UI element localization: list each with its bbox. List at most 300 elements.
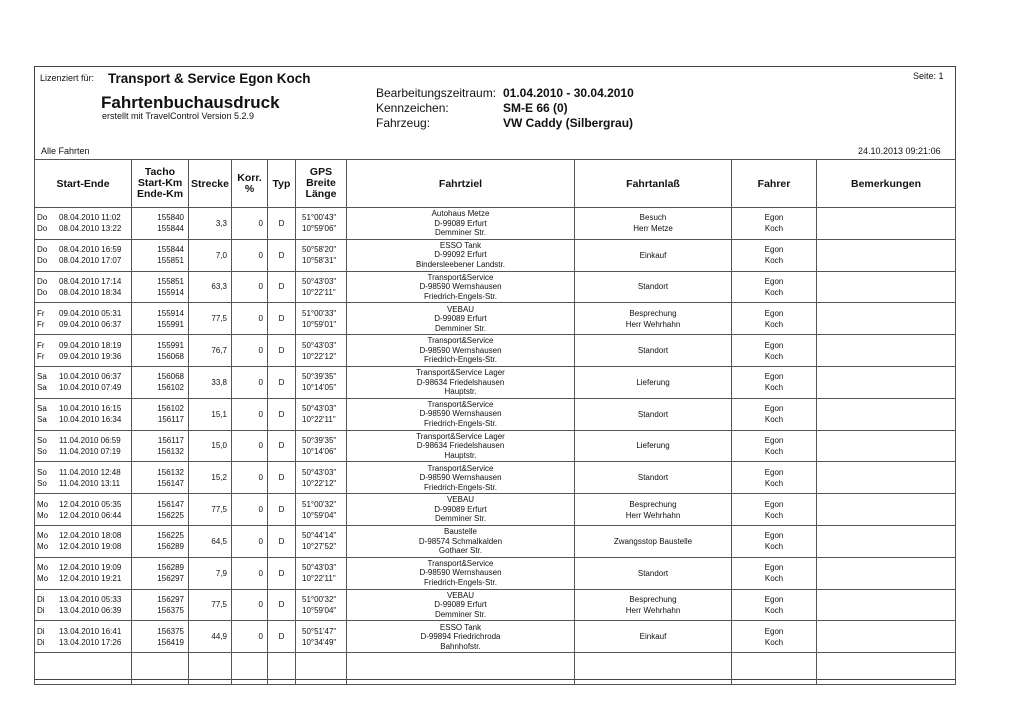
cell-typ: D (268, 239, 296, 271)
cell-fahrtanlass (575, 462, 732, 494)
empty-cell (268, 653, 296, 685)
gps-longitude: 10°27'52" (302, 542, 337, 552)
cell-fahrer (732, 462, 817, 494)
end-datetime: 13.04.2010 17:26 (59, 637, 122, 647)
cell-start-ende (35, 271, 132, 303)
destination-street: Friedrich-Engels-Str. (424, 577, 497, 587)
cell-fahrtanlass (575, 303, 732, 335)
period-value: 01.04.2010 - 30.04.2010 (503, 86, 634, 100)
start-km: 155840 (157, 213, 184, 223)
empty-cell (575, 653, 732, 685)
destination-name: ESSO Tank (439, 240, 482, 250)
driver-first-name: Egon (764, 245, 784, 255)
cell-gps (296, 462, 347, 494)
gps-longitude: 10°59'04" (302, 605, 337, 615)
cell-gps (296, 589, 347, 621)
gps-latitude: 50°43'03" (302, 467, 337, 477)
cell-strecke: 7,9 (189, 557, 232, 589)
cell-fahrtanlass (575, 621, 732, 653)
cell-typ: D (268, 335, 296, 367)
start-weekday: Di (37, 626, 45, 636)
cell-korr: 0 (232, 430, 268, 462)
start-km: 156147 (157, 499, 184, 509)
cell-strecke: 3,3 (189, 208, 232, 240)
end-km: 156225 (157, 510, 184, 520)
report-subtitle: erstellt mit TravelControl Version 5.2.9 (102, 111, 255, 121)
table-row (35, 494, 956, 526)
cell-fahrer (732, 430, 817, 462)
gps-longitude: 10°14'05" (302, 383, 337, 393)
cell-tacho (132, 557, 189, 589)
cell-korr: 0 (232, 335, 268, 367)
cell-start-ende (35, 303, 132, 335)
destination-street: Gothaer Str. (438, 546, 483, 556)
cell-strecke: 7,0 (189, 239, 232, 271)
cell-fahrtziel (347, 239, 575, 271)
cell-fahrer (732, 208, 817, 240)
cell-fahrer (732, 303, 817, 335)
destination-name: Transport&Service Lager (416, 368, 505, 378)
gps-longitude: 10°34'49" (302, 637, 337, 647)
cell-bemerkungen (817, 303, 956, 335)
end-weekday: Do (37, 256, 48, 266)
destination-city: D-98634 Friedelshausen (416, 441, 505, 451)
cell-gps (296, 430, 347, 462)
start-datetime: 11.04.2010 06:59 (59, 435, 121, 445)
destination-name: Transport&Service (427, 558, 494, 568)
start-datetime: 12.04.2010 05:35 (59, 499, 122, 509)
start-weekday: So (37, 435, 47, 445)
cell-start-ende (35, 398, 132, 430)
start-km: 156289 (157, 563, 184, 573)
start-km: 156117 (157, 435, 184, 445)
col-bemerkungen: Bemerkungen (817, 160, 956, 208)
table-row (35, 271, 956, 303)
cell-fahrer (732, 366, 817, 398)
driver-last-name: Koch (764, 319, 784, 329)
cell-strecke: 64,5 (189, 525, 232, 557)
start-datetime: 09.04.2010 18:19 (59, 340, 122, 350)
trip-purpose: Besuch (639, 213, 667, 223)
start-datetime: 13.04.2010 05:33 (59, 594, 122, 604)
destination-street: Friedrich-Engels-Str. (424, 355, 497, 365)
cell-fahrtanlass (575, 366, 732, 398)
destination-city: D-99092 Erfurt (434, 250, 487, 260)
cell-fahrtziel (347, 271, 575, 303)
cell-fahrtziel (347, 366, 575, 398)
cell-korr: 0 (232, 303, 268, 335)
start-weekday: Do (37, 276, 48, 286)
driver-first-name: Egon (764, 435, 784, 445)
cell-start-ende (35, 430, 132, 462)
cell-bemerkungen (817, 494, 956, 526)
start-weekday: Do (37, 213, 48, 223)
end-km: 155991 (157, 319, 184, 329)
start-km: 155851 (157, 276, 184, 286)
cell-strecke: 44,9 (189, 621, 232, 653)
gps-longitude: 10°59'04" (302, 510, 337, 520)
cell-fahrtziel (347, 462, 575, 494)
gps-latitude: 50°44'14" (302, 531, 337, 541)
destination-street: Demminer Str. (434, 228, 487, 238)
cell-fahrtziel (347, 494, 575, 526)
table-row (35, 430, 956, 462)
cell-fahrtanlass (575, 430, 732, 462)
start-km: 155914 (157, 308, 184, 318)
trip-purpose: Standort (637, 409, 669, 419)
cell-korr: 0 (232, 589, 268, 621)
driver-last-name: Koch (764, 605, 784, 615)
table-row (35, 303, 956, 335)
cell-korr: 0 (232, 462, 268, 494)
driver-last-name: Koch (764, 256, 784, 266)
cell-fahrtziel (347, 525, 575, 557)
gps-longitude: 10°59'06" (302, 224, 337, 234)
table-row (35, 208, 956, 240)
trip-purpose: Besprechung (629, 308, 677, 318)
cell-fahrer (732, 621, 817, 653)
cell-korr: 0 (232, 621, 268, 653)
cell-bemerkungen (817, 462, 956, 494)
driver-first-name: Egon (764, 499, 784, 509)
destination-name: VEBAU (446, 304, 475, 314)
destination-name: VEBAU (446, 495, 475, 505)
cell-strecke: 15,0 (189, 430, 232, 462)
driver-last-name: Koch (764, 287, 784, 297)
destination-name: Transport&Service Lager (416, 431, 505, 441)
col-gps: GPS Breite Länge (296, 160, 347, 208)
cell-fahrtziel (347, 621, 575, 653)
cell-fahrtanlass (575, 208, 732, 240)
end-datetime: 08.04.2010 13:22 (59, 224, 122, 234)
col-strecke: Strecke (189, 160, 232, 208)
cell-tacho (132, 589, 189, 621)
cell-bemerkungen (817, 557, 956, 589)
cell-korr: 0 (232, 239, 268, 271)
destination-name: Baustelle (444, 527, 477, 537)
end-weekday: Di (37, 637, 45, 647)
cell-typ: D (268, 589, 296, 621)
cell-fahrtanlass (575, 557, 732, 589)
licensed-label: Lizenziert für: (40, 73, 95, 83)
cell-start-ende (35, 335, 132, 367)
driver-last-name: Koch (764, 446, 784, 456)
end-weekday: Fr (37, 351, 45, 361)
cell-korr: 0 (232, 525, 268, 557)
cell-tacho (132, 462, 189, 494)
destination-city: D-98590 Wernshausen (419, 345, 502, 355)
cell-fahrtziel (347, 430, 575, 462)
cell-fahrtanlass (575, 589, 732, 621)
destination-name: ESSO Tank (439, 622, 482, 632)
gps-longitude: 10°22'11" (302, 574, 336, 584)
end-km: 156068 (157, 351, 184, 361)
destination-street: Hauptstr. (444, 450, 477, 460)
end-weekday: Sa (37, 383, 47, 393)
plate-label: Kennzeichen: (376, 101, 449, 115)
col-start-ende: Start-Ende (35, 160, 132, 208)
start-km: 156225 (157, 531, 184, 541)
end-km: 155844 (157, 224, 184, 234)
driver-first-name: Egon (764, 308, 784, 318)
col-typ: Typ (268, 160, 296, 208)
destination-city: D-99089 Erfurt (434, 600, 487, 610)
cell-strecke: 76,7 (189, 335, 232, 367)
plate-value: SM-E 66 (0) (503, 101, 568, 115)
cell-gps (296, 398, 347, 430)
end-weekday: Mo (37, 542, 49, 552)
end-km: 155914 (157, 287, 184, 297)
cell-fahrtziel (347, 335, 575, 367)
cell-typ: D (268, 462, 296, 494)
gps-longitude: 10°14'06" (302, 446, 337, 456)
trip-purpose: Besprechung (629, 594, 677, 604)
start-weekday: Di (37, 594, 45, 604)
start-datetime: 11.04.2010 12:48 (59, 467, 121, 477)
start-weekday: Mo (37, 499, 49, 509)
cell-fahrtanlass (575, 239, 732, 271)
cell-bemerkungen (817, 208, 956, 240)
cell-tacho (132, 525, 189, 557)
cell-gps (296, 557, 347, 589)
table-row (35, 621, 956, 653)
cell-start-ende (35, 462, 132, 494)
empty-cell (35, 653, 132, 685)
gps-longitude: 10°58'31" (302, 256, 337, 266)
cell-bemerkungen (817, 366, 956, 398)
start-weekday: Sa (37, 372, 47, 382)
trip-purpose: Zwangsstop Baustelle (613, 536, 693, 546)
end-km: 156375 (157, 605, 184, 615)
end-datetime: 08.04.2010 17:07 (59, 256, 122, 266)
empty-cell (347, 653, 575, 685)
cell-start-ende (35, 239, 132, 271)
end-datetime: 12.04.2010 19:08 (59, 542, 122, 552)
trip-contact: Herr Wehrhahn (625, 605, 681, 615)
cell-start-ende (35, 208, 132, 240)
start-km: 156068 (157, 372, 184, 382)
vehicle-label: Fahrzeug: (376, 116, 431, 130)
gps-latitude: 51°00'32" (302, 499, 337, 509)
gps-latitude: 50°39'35" (302, 435, 337, 445)
cell-strecke: 77,5 (189, 303, 232, 335)
end-datetime: 08.04.2010 18:34 (59, 287, 122, 297)
start-datetime: 08.04.2010 17:14 (59, 276, 122, 286)
destination-name: VEBAU (446, 590, 475, 600)
driver-first-name: Egon (764, 467, 784, 477)
cell-typ: D (268, 398, 296, 430)
cell-fahrtziel (347, 589, 575, 621)
end-datetime: 10.04.2010 07:49 (59, 383, 122, 393)
driver-first-name: Egon (764, 372, 784, 382)
destination-city: D-98590 Wernshausen (419, 568, 502, 578)
destination-city: D-98590 Wernshausen (419, 409, 502, 419)
destination-name: Transport&Service (427, 399, 494, 409)
empty-cell (132, 653, 189, 685)
cell-fahrer (732, 589, 817, 621)
destination-street: Bahnhofstr. (440, 641, 481, 651)
cell-fahrer (732, 525, 817, 557)
trip-purpose: Besprechung (629, 499, 677, 509)
start-weekday: Mo (37, 531, 49, 541)
destination-street: Hauptstr. (444, 387, 477, 397)
col-fahrtziel: Fahrtziel (347, 160, 575, 208)
empty-cell (232, 653, 268, 685)
cell-start-ende (35, 366, 132, 398)
cell-fahrtanlass (575, 271, 732, 303)
end-weekday: Sa (37, 415, 47, 425)
trip-contact: Herr Metze (633, 224, 673, 234)
cell-korr: 0 (232, 208, 268, 240)
end-km: 155851 (157, 256, 184, 266)
driver-last-name: Koch (764, 542, 784, 552)
end-km: 156289 (157, 542, 184, 552)
start-datetime: 12.04.2010 18:08 (59, 531, 122, 541)
cell-typ: D (268, 208, 296, 240)
vehicle-value: VW Caddy (Silbergrau) (503, 116, 634, 130)
start-km: 156297 (157, 594, 184, 604)
destination-city: D-98574 Schmalkalden (418, 536, 503, 546)
trip-purpose: Standort (637, 346, 669, 356)
start-datetime: 08.04.2010 11:02 (59, 213, 121, 223)
table-row (35, 335, 956, 367)
end-km: 156117 (157, 415, 184, 425)
gps-latitude: 51°00'33" (302, 308, 337, 318)
cell-gps (296, 494, 347, 526)
destination-name: Transport&Service (427, 272, 494, 282)
driver-last-name: Koch (764, 383, 784, 393)
cell-start-ende (35, 557, 132, 589)
end-weekday: So (37, 478, 47, 488)
destination-name: Autohaus Metze (431, 209, 490, 219)
cell-gps (296, 208, 347, 240)
end-weekday: Do (37, 287, 48, 297)
print-timestamp: 24.10.2013 09:21:06 (858, 146, 941, 156)
cell-strecke: 33,8 (189, 366, 232, 398)
table-row (35, 366, 956, 398)
driver-first-name: Egon (764, 340, 784, 350)
driver-first-name: Egon (764, 563, 784, 573)
cell-fahrer (732, 271, 817, 303)
gps-latitude: 50°43'03" (302, 404, 337, 414)
driver-first-name: Egon (764, 276, 784, 286)
cell-tacho (132, 398, 189, 430)
gps-latitude: 51°00'32" (302, 594, 337, 604)
cell-typ: D (268, 303, 296, 335)
table-row-empty (35, 653, 956, 685)
cell-gps (296, 271, 347, 303)
start-datetime: 10.04.2010 16:15 (59, 404, 122, 414)
cell-gps (296, 366, 347, 398)
gps-latitude: 50°43'03" (302, 563, 337, 573)
trip-contact: Herr Wehrhahn (625, 510, 681, 520)
gps-latitude: 50°58'20" (302, 245, 337, 255)
destination-city: D-99089 Erfurt (434, 314, 487, 324)
trip-purpose: Einkauf (639, 250, 667, 260)
end-weekday: Mo (37, 510, 49, 520)
driver-first-name: Egon (764, 404, 784, 414)
cell-start-ende (35, 494, 132, 526)
cell-bemerkungen (817, 525, 956, 557)
cell-bemerkungen (817, 335, 956, 367)
cell-korr: 0 (232, 271, 268, 303)
cell-gps (296, 621, 347, 653)
start-datetime: 12.04.2010 19:09 (59, 563, 122, 573)
cell-gps (296, 303, 347, 335)
cell-korr: 0 (232, 398, 268, 430)
end-datetime: 12.04.2010 19:21 (59, 574, 122, 584)
cell-bemerkungen (817, 398, 956, 430)
table-row (35, 398, 956, 430)
destination-city: D-98590 Wernshausen (419, 473, 502, 483)
destination-street: Bindersleebener Landstr. (416, 259, 505, 269)
gps-latitude: 51°00'43" (302, 213, 337, 223)
cell-fahrtziel (347, 398, 575, 430)
end-weekday: So (37, 446, 47, 456)
empty-cell (189, 653, 232, 685)
end-km: 156147 (157, 478, 184, 488)
end-km: 156297 (157, 574, 184, 584)
cell-fahrer (732, 557, 817, 589)
cell-bemerkungen (817, 589, 956, 621)
start-km: 155991 (157, 340, 184, 350)
cell-fahrtanlass (575, 398, 732, 430)
empty-cell (817, 653, 956, 685)
col-korr: Korr. % (232, 160, 268, 208)
destination-street: Demminer Str. (434, 514, 487, 524)
empty-cell (296, 653, 347, 685)
destination-city: D-98590 Wernshausen (419, 282, 502, 292)
col-fahrtanlass: Fahrtanlaß (575, 160, 732, 208)
col-tacho: Tacho Start-Km Ende-Km (132, 160, 189, 208)
cell-strecke: 15,2 (189, 462, 232, 494)
end-datetime: 10.04.2010 16:34 (59, 415, 122, 425)
trip-contact: Herr Wehrhahn (625, 319, 681, 329)
start-km: 155844 (157, 245, 184, 255)
gps-latitude: 50°43'03" (302, 276, 337, 286)
cell-start-ende (35, 589, 132, 621)
end-datetime: 11.04.2010 07:19 (59, 446, 121, 456)
start-weekday: Do (37, 245, 48, 255)
cell-strecke: 77,5 (189, 589, 232, 621)
gps-latitude: 50°43'03" (302, 340, 337, 350)
cell-bemerkungen (817, 239, 956, 271)
gps-longitude: 10°22'12" (302, 351, 337, 361)
trip-filter: Alle Fahrten (41, 146, 90, 156)
end-weekday: Mo (37, 574, 49, 584)
destination-street: Demminer Str. (434, 609, 487, 619)
cell-typ: D (268, 494, 296, 526)
trip-purpose: Einkauf (639, 632, 667, 642)
gps-longitude: 10°22'12" (302, 478, 337, 488)
cell-tacho (132, 366, 189, 398)
cell-tacho (132, 303, 189, 335)
driver-last-name: Koch (764, 351, 784, 361)
destination-street: Friedrich-Engels-Str. (424, 291, 497, 301)
cell-tacho (132, 335, 189, 367)
start-km: 156132 (157, 467, 184, 477)
driver-first-name: Egon (764, 594, 784, 604)
end-datetime: 09.04.2010 19:36 (59, 351, 122, 361)
cell-typ: D (268, 621, 296, 653)
start-weekday: Fr (37, 340, 45, 350)
destination-street: Friedrich-Engels-Str. (424, 482, 497, 492)
destination-city: D-99089 Erfurt (434, 504, 487, 514)
destination-street: Friedrich-Engels-Str. (424, 418, 497, 428)
driver-last-name: Koch (764, 510, 784, 520)
trip-log-table (34, 159, 956, 685)
licensee-name: Transport & Service Egon Koch (108, 71, 311, 86)
